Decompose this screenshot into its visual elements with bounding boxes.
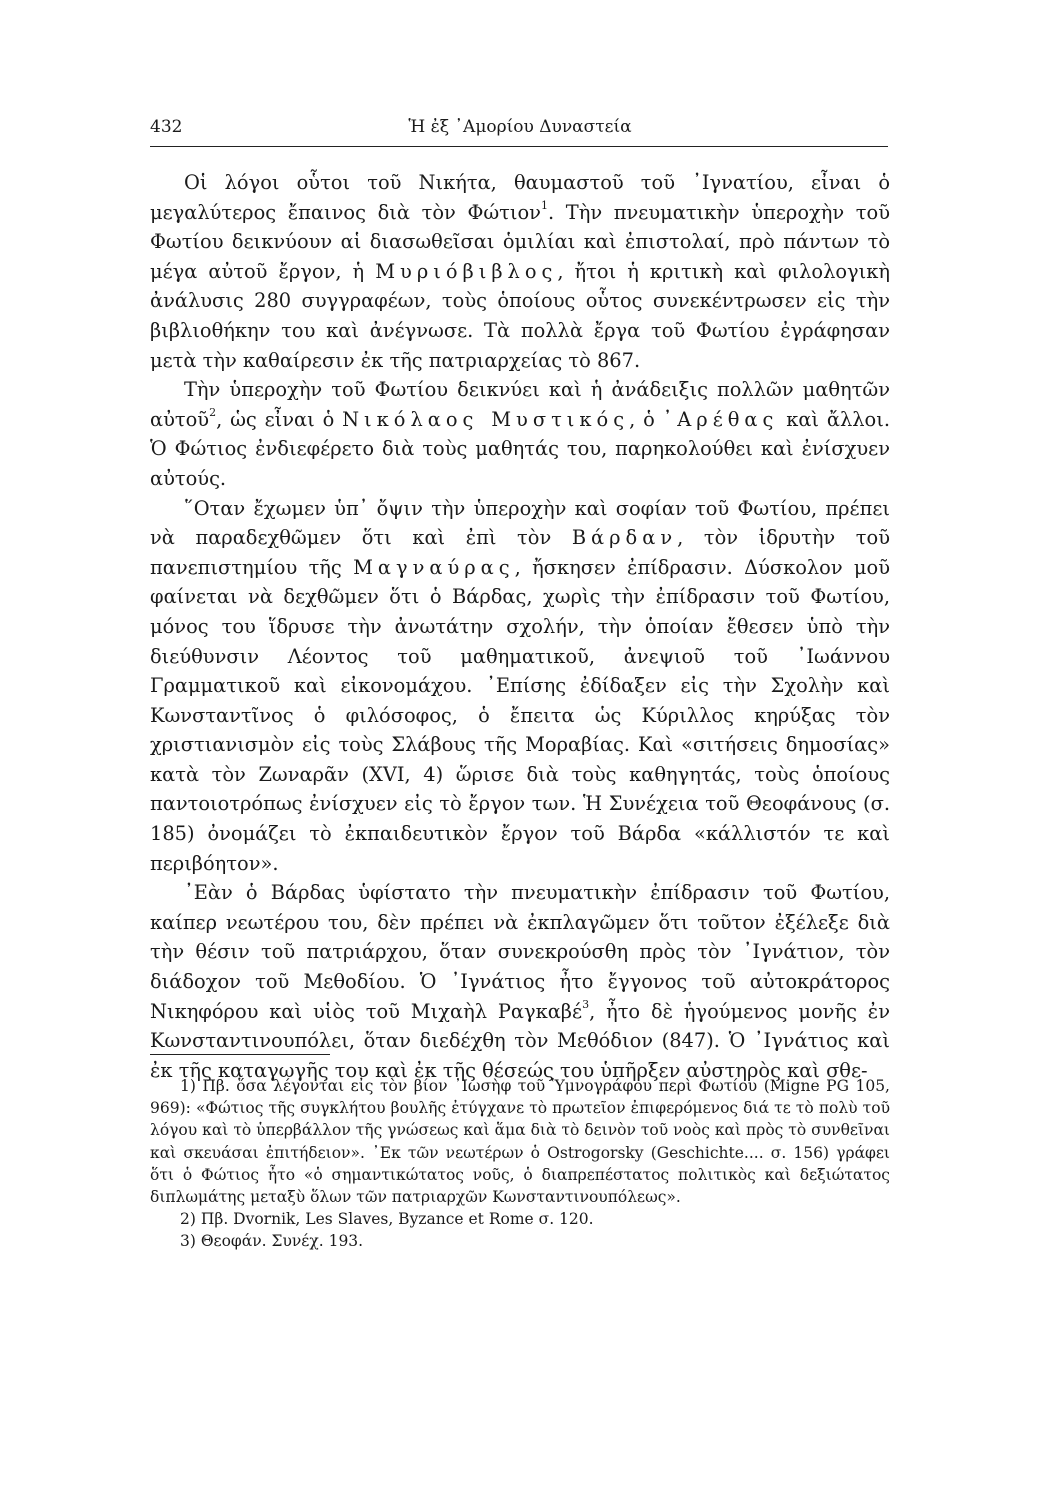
footnote-ref-3: 3 (582, 998, 590, 1012)
text-run: , ἤτοι ἡ κριτικὴ καὶ φιλολογικὴ ἀνάλυσις 280 συγγραφέων, τοὺς ὁποίους οὗτος συνεκέντρωσεν εἰς τὴν βιβλιοθήκην του καὶ ἀνέγνωσε. Τὰ πολλὰ ἔργα τοῦ Φωτίου ἐγράφησαν μετὰ τὴν καθαίρεσιν ἐκ τῆς πατριαρχείας τὸ 867. (150, 259, 890, 372)
text-run: καὶ ἄλλοι. Ὁ Φώτιος ἐνδιεφέρετο διὰ τοὺς μαθητάς του, παρηκολούθει καὶ ἐνίσχυεν αὐτούς. (150, 407, 890, 490)
spaced-title-myriobiblos: Μυριόβιβλος (375, 259, 558, 283)
spaced-name-magnaura: Μαγναύρας (353, 555, 515, 579)
footnote-3: 3) Θεοφάν. Συνέχ. 193. (180, 1232, 364, 1251)
paragraph-1 (150, 168, 890, 375)
footnote-1: 1) Πβ. ὅσα λέγονται εἰς τὸν βίον ᾿Ιωσὴφ τοῦ Ὑμνογράφου περὶ Φωτίου (Migne PG 105, 969): «Φώτιος τῆς συγκλήτου βουλῆς ἐτύγχανε τὸ πρωτεῖον ἐπιφερόμενος διά τε τὸ πολὺ τοῦ λόγου καὶ τὸ ὑπερβάλλον τῆς γνώσεως καὶ ἅμα διὰ τὸ δεινὸν τοῦ νοὸς καὶ πρὸς τὸ συνθεῖναι καὶ σκευάσαι ἐπιτήδειον». ᾿Εκ τῶν νεωτέρων ὁ Ostrogorsky (Geschichte.... σ. 156) γράφει ὅτι ὁ Φώτιος ἦτο «ὁ σημαντικώτατος νοῦς, ὁ διαπρεπέστατος πολιτικὸς καὶ δεξιώτατος διπλωμάτης μεταξὺ ὅλων τῶν πατριαρχῶν Κωνσταντινουπόλεως». (150, 1077, 890, 1207)
text-run: , τὸν ἱδρυτὴν τοῦ πανεπιστημίου τῆς (150, 526, 890, 579)
header-rule (150, 146, 888, 147)
main-text (150, 168, 890, 1085)
text-run: , ἤσκησεν ἐπίδρασιν. Δύσκολον μοῦ φαίνεται νὰ δεχθῶμεν ὅτι ὁ Βάρδας, χωρὶς τὴν ἐπίδρασιν τοῦ Φωτίου, μόνος του ἵδρυσε τὴν ἀνωτάτην σχολήν, τὴν ὁποίαν ἔθεσεν ὑπὸ τὴν διεύθυνσιν Λέοντος τοῦ μαθηματικοῦ, ἀνεψιοῦ τοῦ ᾿Ιωάννου Γραμματικοῦ καὶ εἰκονομάχου. ᾿Επίσης ἐδίδαξεν εἰς τὴν Σχολὴν καὶ Κωνσταντῖνος ὁ φιλόσοφος, ὁ ἔπειτα ὡς Κύριλλος κηρύξας τὸν χριστιανισμὸν εἰς τοὺς Σλάβους τῆς Μοραβίας. Καὶ «σιτήσεις δημοσίας» κατὰ τὸν Ζωναρᾶν (XVI, 4) ὥρισε διὰ τοὺς καθηγητάς, τοὺς ὁποίους παντοιοτρόπως ἐνίσχυεν εἰς τὸ ἔργον των. Ἡ Συνέχεια τοῦ Θεοφάνους (σ. 185) ὀνομάζει τὸ ἐκπαιδευτικὸν ἔργον τοῦ Βάρδα «κάλλιστόν τε καὶ περιβόητον». (150, 555, 890, 875)
text-run: Οἱ λόγοι οὗτοι τοῦ Νικήτα, θαυμαστοῦ τοῦ ᾿Ιγνατίου, εἶναι ὁ μεγαλύτερος ἔπαινος διὰ τὸν Φώτιον (150, 171, 890, 224)
footnote-rule (150, 1054, 330, 1055)
text-run: Τὴν ὑπεροχὴν τοῦ Φωτίου δεικνύει καὶ ἡ ἀνάδειξις πολλῶν μαθητῶν αὐτοῦ (150, 378, 890, 431)
footnotes (150, 1075, 890, 1253)
spaced-name-nikolaos: Νικόλαος Μυστικός (342, 407, 630, 431)
text-run: ῞Οταν ἔχωμεν ὑπ᾿ ὄψιν τὴν ὑπεροχὴν καὶ σοφίαν τοῦ Φωτίου, πρέπει νὰ παραδεχθῶμεν ὅτι καὶ ἐπὶ τὸν (150, 496, 890, 550)
text-run: ᾿Εὰν ὁ Βάρδας ὑφίστατο τὴν πνευματικὴν ἐπίδρασιν τοῦ Φωτίου, καίπερ νεωτέρου του, δὲν πρέπει νὰ ἐκπλαγῶμεν ὅτι τοῦτον ἐξέλεξε διὰ τὴν θέσιν τοῦ πατριάρχου, ὅταν συνεκρούσθη πρὸς τὸν ᾿Ιγνάτιον, τὸν διάδοχον τοῦ Μεθοδίου. Ὁ ᾿Ιγνάτιος ἦτο ἔγγονος τοῦ αὐτοκράτορος Νικηφόρου καὶ υἱὸς τοῦ Μιχαὴλ Ραγκαβέ (150, 881, 890, 1023)
footnote-ref-1: 1 (540, 199, 548, 213)
spaced-name-bardas: Βάρδαν (571, 526, 678, 550)
footnote-ref-2: 2 (209, 406, 217, 420)
page-number: 432 (150, 117, 183, 137)
running-title: Ἡ ἐξ ᾿Αμορίου Δυναστεία (408, 117, 632, 137)
text-run: , ὡς εἶναι ὁ (216, 407, 343, 431)
footnote-2: 2) Πβ. Dvornik, Les Slaves, Byzance et Rome σ. 120. (180, 1210, 594, 1229)
text-run: , ὁ (629, 407, 663, 431)
paragraph-2 (150, 375, 890, 493)
text-run: . Τὴν πνευματικὴν ὑπεροχὴν τοῦ Φωτίου δεικνύουν αἱ διασωθεῖσαι ὁμιλίαι καὶ ἐπιστολαί, πρὸ πάντων τὸ μέγα αὐτοῦ ἔργον, ἡ (150, 200, 890, 283)
paragraph-3 (150, 494, 890, 879)
spaced-name-arethas: ᾿Αρέθας (662, 407, 779, 431)
text-run: , ἦτο δὲ ἡγούμενος μονῆς ἐν Κωνσταντινουπόλει, ὅταν διεδέχθη τὸν Μεθόδιον (847). Ὁ ᾿Ιγνάτιος καὶ ἐκ τῆς καταγωγῆς του καὶ ἐκ τῆς θέσεώς του ὑπῆρξεν αὐστηρὸς καὶ σθε- (150, 999, 890, 1082)
